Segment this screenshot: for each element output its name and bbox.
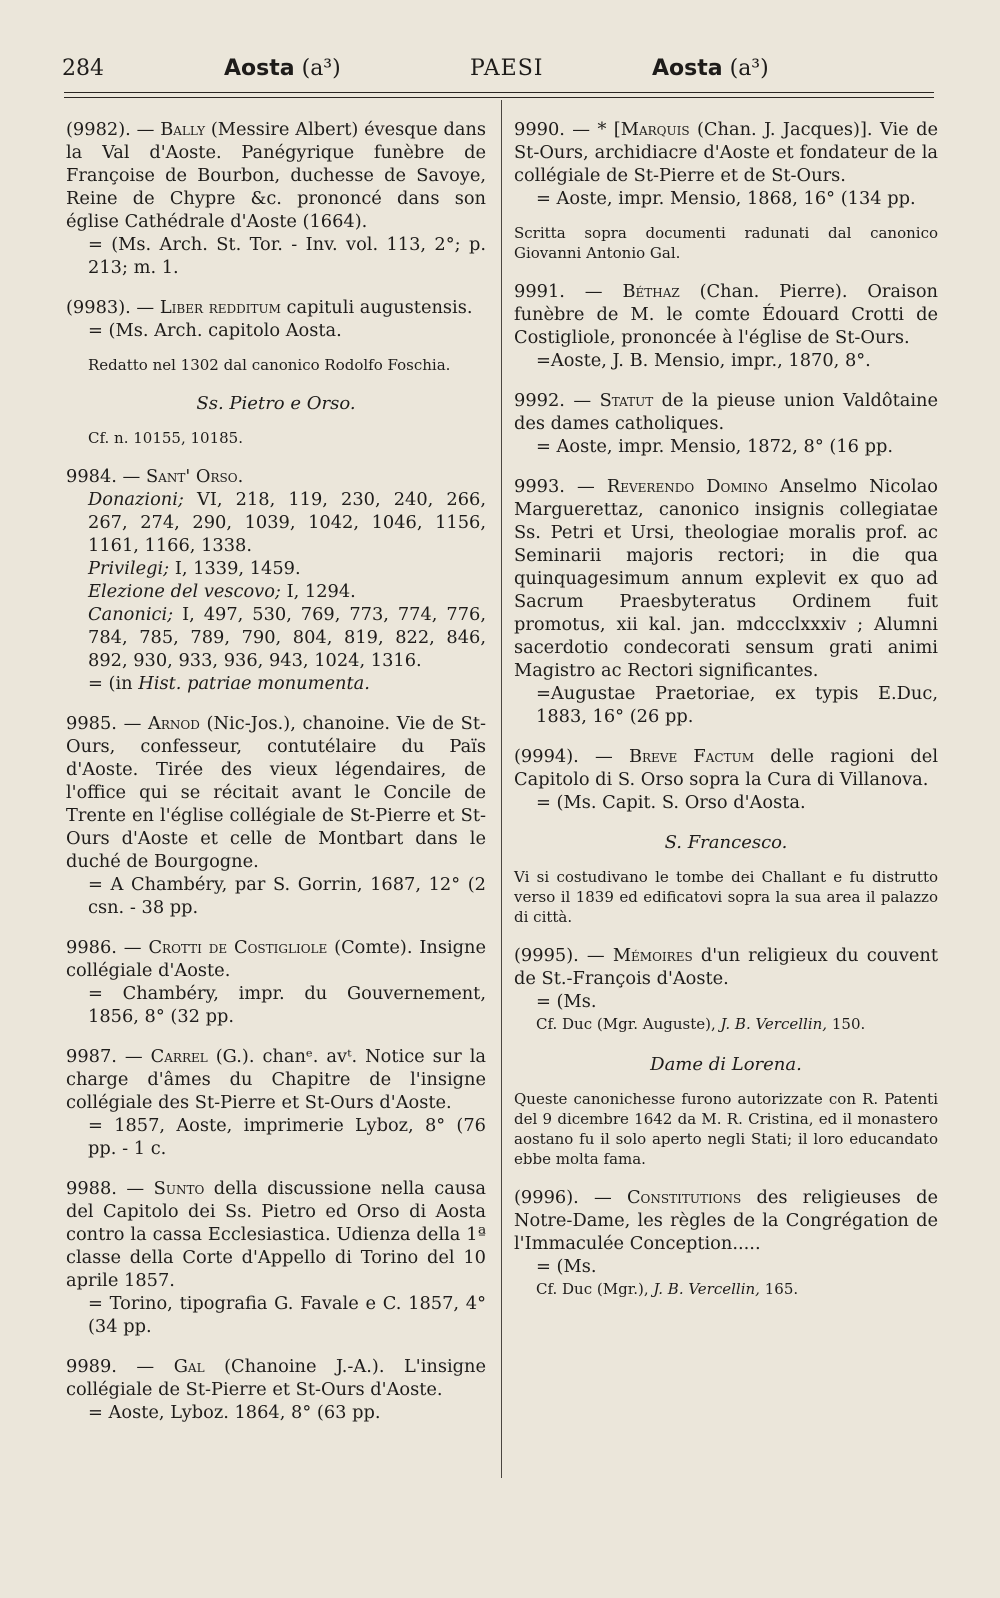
entry-9992-ref: = Aoste, impr. Mensio, 1872, 8° (16 pp.	[536, 436, 894, 457]
entry-9989-ref: = Aoste, Lyboz. 1864, 8° (63 pp.	[88, 1402, 381, 1423]
right-column	[514, 118, 938, 1318]
entry-9996-ref: = (Ms.	[536, 1256, 597, 1277]
section-note-san-francesco: Vi si costudivano le tombe dei Challant e fu distrutto verso il 1839 ed edificatovi sopra la sua area il palazzo di città.	[514, 868, 938, 926]
entry-9983-ref: = (Ms. Arch. capitolo Aosta.	[88, 320, 342, 341]
running-header	[62, 50, 937, 90]
entry-9994: (9994). — Breve Factum delle ragioni del Capitolo di S. Orso sopra la Cura di Villanova. = (Ms. Capit. S. Orso d'Aosta.	[514, 746, 939, 813]
entry-9990-ref: = Aoste, impr. Mensio, 1868, 16° (134 pp.	[536, 188, 916, 209]
entry-9988: 9988. — Sunto della discussione nella causa del Capitolo dei Ss. Pietro ed Orso di Aosta contro la cassa Ecclesiastica. Udienza della 1ª classe della Corte d'Appello di Torino del 10 aprile 1857. = Torino, tipografia G. Favale e C. 1857, 4° (34 pp.	[66, 1178, 487, 1337]
entry-9983-note: Redatto nel 1302 dal canonico Rodolfo Foschia.	[88, 356, 451, 374]
entry-9982-ref: = (Ms. Arch. St. Tor. - Inv. vol. 113, 2°; p. 213; m. 1.	[88, 234, 486, 278]
section-note-dame-lorena: Queste canonichesse furono autorizzate con R. Patenti del 9 dicembre 1642 da M. R. Cristina, ed il monastero aostano fu il solo aperto negli Stati; il loro educandato ebbe molta fama.	[514, 1090, 938, 1168]
entry-9987: 9987. — Carrel (G.). chanᵉ. avᵗ. Notice sur la charge d'âmes du Chapitre de l'insigne collégiale des St-Pierre et St-Ours d'Aoste. = 1857, Aoste, imprimerie Lyboz, 8° (76 pp. - 1 c.	[66, 1046, 486, 1159]
entry-9992: 9992. — Statut de la pieuse union Valdôtaine des dames catholiques. = Aoste, impr. Mensio, 1872, 8° (16 pp.	[514, 390, 939, 457]
entry-9983: (9983). — Liber redditum capituli augustensis. = (Ms. Arch. capitolo Aosta.	[66, 296, 486, 342]
entry-9982: (9982). — Bally (Messire Albert) évesque dans la Val d'Aoste. Panégyrique funèbre de Françoise de Bourbon, duchesse de Savoye, Reine de Chypre &c. prononcé dans son église Cathédrale d'Aoste (1664). = (Ms. Arch. St. Tor. - Inv. vol. 113, 2°; p. 213; m. 1.	[66, 119, 487, 278]
entry-9989: 9989. — Gal (Chanoine J.-A.). L'insigne collégiale de St-Pierre et St-Ours d'Aoste. = Aoste, Lyboz. 1864, 8° (63 pp.	[66, 1356, 487, 1423]
entry-9996: (9996). — Constitutions des religieuses de Notre-Dame, les règles de la Congrégation de l'Immaculée Conception..... = (Ms. Cf. Duc (Mgr.), J. B. Vercellin, 165.	[514, 1186, 938, 1301]
entry-9995: (9995). — Mémoires d'un religieux du couvent de St.-François d'Aoste. = (Ms. Cf. Duc (Mgr. Auguste), J. B. Vercellin, 150.	[514, 944, 938, 1036]
entry-9995-cf: Cf. Duc (Mgr. Auguste), J. B. Vercellin, 150.	[536, 1015, 866, 1033]
entry-9996-cf: Cf. Duc (Mgr.), J. B. Vercellin, 165.	[536, 1280, 799, 1298]
entry-9995-ref: = (Ms.	[536, 991, 597, 1012]
section-heading-dame-lorena: Dame di Lorena.	[650, 1054, 802, 1075]
header-right-title: Aosta (a³)	[652, 56, 769, 81]
entry-9990-note: Scritta sopra documenti radunati dal canonico Giovanni Antonio Gal.	[514, 224, 938, 262]
header-rule-bottom	[64, 97, 934, 98]
header-left-title: Aosta (a³)	[224, 56, 341, 81]
entry-9986: 9986. — Crotti de Costigliole (Comte). Insigne collégiale d'Aoste. = Chambéry, impr. du Gouvernement, 1856, 8° (32 pp.	[66, 937, 487, 1027]
entry-9985: 9985. — Arnod (Nic-Jos.), chanoine. Vie de St-Ours, confesseur, contutélaire du Païs d'Aoste. Tirée des vieux légendaires, de l'office qui se récitait avant le Concile de Trente en l'église collégiale de St-Pierre et St-Ours d'Aoste et celle de Montbart dans le duché de Bourgogne. = A Chambéry, par S. Gorrin, 1687, 12° (2 csn. - 38 pp.	[66, 713, 487, 918]
entry-9986-ref: = Chambéry, impr. du Gouvernement, 1856, 8° (32 pp.	[88, 983, 486, 1027]
entry-9993: 9993. — Reverendo Domino Anselmo Nicolao Marguerettaz, canonico insignis collegiatae Ss. Petri et Ursi, theologiae moralis prof. ac Seminarii majoris rectori; in die qua quinquagesimum annum explevit ex quo ad Sacrum Praesbyteratus Ordinem fuit promotus, xii kal. jan. mdccclxxxiv ; Alumni sacerdotio condecorati sensum grati animi Magistro ac Rectori significantes. =Augustae Praetoriae, ex typis E.Duc, 1883, 16° (26 pp.	[514, 476, 939, 727]
column-divider	[501, 100, 502, 1478]
header-rule-top	[64, 92, 934, 93]
section-heading-pietro-orso: Ss. Pietro e Orso.	[196, 393, 356, 414]
left-column	[66, 118, 486, 1441]
section-heading-san-francesco: S. Francesco.	[664, 832, 788, 853]
entry-9993-ref: =Augustae Praetoriae, ex typis E.Duc, 1883, 16° (26 pp.	[536, 683, 938, 727]
entry-9994-ref: = (Ms. Capit. S. Orso d'Aosta.	[536, 792, 806, 813]
entry-9987-ref: = 1857, Aoste, imprimerie Lyboz, 8° (76 pp. - 1 c.	[88, 1115, 486, 1159]
entry-9988-ref: = Torino, tipografia G. Favale e C. 1857, 4° (34 pp.	[88, 1293, 486, 1337]
entry-9990: 9990. — * [Marquis (Chan. J. Jacques)]. Vie de St-Ours, archidiacre d'Aoste et fondateur de la collégiale de St-Pierre et de St-Ours. = Aoste, impr. Mensio, 1868, 16° (134 pp.	[514, 119, 939, 209]
entry-9985-ref: = A Chambéry, par S. Gorrin, 1687, 12° (2 csn. - 38 pp.	[88, 874, 486, 918]
page-number: 284	[62, 56, 104, 81]
entry-9984: 9984. — Sant' Orso. Donazioni; VI, 218, 119, 230, 240, 266, 267, 274, 290, 1039, 1042, 1046, 1156, 1161, 1166, 1338. Privilegi; I, 1339, 1459. Elezione del vescovo; I, 1294. Canonici; I, 497, 530, 769, 773, 774, 776, 784, 785, 789, 790, 804, 819, 822, 846, 892, 930, 933, 936, 943, 1024, 1316. = (in Hist. patriae monumenta.	[66, 466, 487, 694]
entry-9991-ref: =Aoste, J. B. Mensio, impr., 1870, 8°.	[536, 350, 871, 371]
entry-9991: 9991. — Béthaz (Chan. Pierre). Oraison funèbre de M. le comte Édouard Crotti de Costigliole, prononcée à l'église de St-Ours. =Aoste, J. B. Mensio, impr., 1870, 8°.	[514, 281, 938, 371]
header-center: PAESI	[470, 56, 544, 81]
cross-reference: Cf. n. 10155, 10185.	[88, 429, 243, 447]
